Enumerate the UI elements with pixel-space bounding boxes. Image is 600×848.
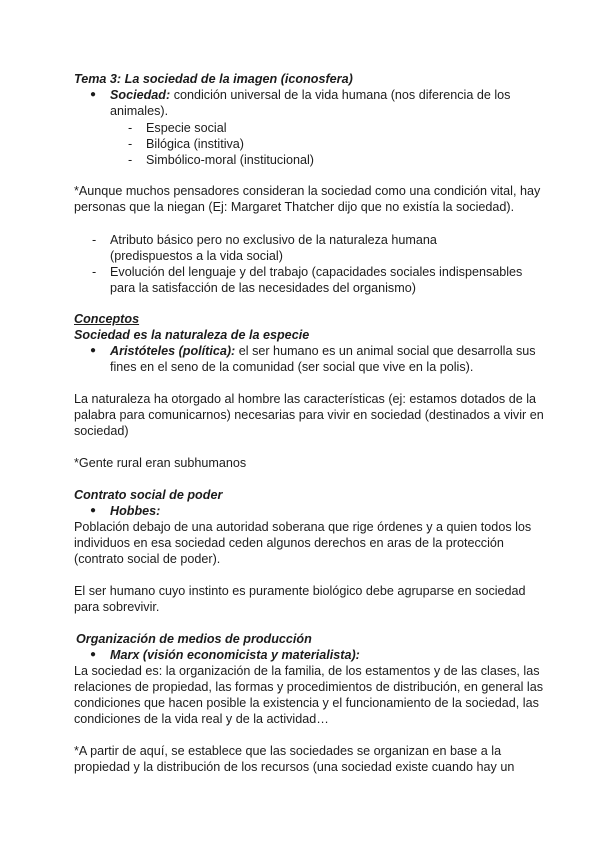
bullet-icon: ● <box>90 649 97 660</box>
naturaleza-line-1: La naturaleza ha otorgado al hombre las características (ej: estamos dotados de la <box>74 392 537 406</box>
sociedad-def-1: condición universal de la vida humana (nos diferencia de los <box>173 88 511 102</box>
aristoteles-line-1 <box>110 343 536 359</box>
aristoteles-text-1: el ser humano es un animal social que desarrolla sus <box>238 344 536 358</box>
note1-line-1: *Aunque muchos pensadores consideran la sociedad como una condición vital, hay <box>74 184 541 198</box>
aristoteles-term: Aristóteles (política): <box>110 344 236 358</box>
organizacion-p1-line-3: condiciones que hacen posible la existencia y el funcionamiento de la sociedad, las <box>74 696 539 710</box>
organizacion-p1-line-2: relaciones de propiedad, las formas y procedimientos de distribución, en general las <box>74 680 544 694</box>
bullet-icon: ● <box>90 505 97 516</box>
tema-title: Tema 3: La sociedad de la imagen (iconosfera) <box>74 72 353 86</box>
dash-icon: - <box>92 233 97 247</box>
organizacion-p2-line-1: *A partir de aquí, se establece que las sociedades se organizan en base a la <box>74 744 502 758</box>
organizacion-p1-line-1: La sociedad es: la organización de la familia, de los estamentos y de las clases, las <box>74 664 540 678</box>
contrato-p1-line-1: Población debajo de una autoridad soberana que rige órdenes y a quien todos los <box>74 520 532 534</box>
contrato-p2-line-2: para sobrevivir. <box>74 600 160 614</box>
dash-item-a2: (predispuestos a la vida social) <box>110 249 283 263</box>
aristoteles-line-2: fines en el seno de la comunidad (ser social que vive en la polis). <box>110 360 474 374</box>
subitem-biologica: Bilógica (institiva) <box>146 137 244 151</box>
contrato-p1-line-2: individuos en esa sociedad ceden algunos derechos en aras de la protección <box>74 536 504 550</box>
dash-icon: - <box>128 121 133 135</box>
sociedad-def-2: animales). <box>110 104 169 118</box>
organizacion-heading: Organización de medios de producción <box>76 632 312 646</box>
bullet-icon: ● <box>90 345 97 356</box>
bullet-icon: ● <box>90 89 97 100</box>
dash-icon: - <box>128 137 133 151</box>
contrato-p1-line-3: (contrato social de poder). <box>74 552 221 566</box>
conceptos-heading: Conceptos <box>74 312 140 326</box>
dash-icon: - <box>92 265 97 279</box>
contrato-p2-line-1: El ser humano cuyo instinto es puramente biológico debe agruparse en sociedad <box>74 584 526 598</box>
organizacion-p2-line-2: propiedad y la distribución de los recursos (una sociedad existe cuando hay un <box>74 760 515 774</box>
subitem-especie: Especie social <box>146 121 227 135</box>
naturaleza-line-3: sociedad) <box>74 424 129 438</box>
contrato-heading: Contrato social de poder <box>74 488 223 502</box>
dash-item-a1: Atributo básico pero no exclusivo de la naturaleza humana <box>110 233 437 247</box>
organizacion-p1-line-4: condiciones de la vida real y de la actividad… <box>74 712 329 726</box>
marx-term: Marx (visión economicista y materialista): <box>110 648 360 662</box>
dash-item-b1: Evolución del lenguaje y del trabajo (capacidades sociales indispensables <box>110 265 523 279</box>
sociedad-line-1 <box>110 87 510 103</box>
dash-item-b2: para la satisfacción de las necesidades del organismo) <box>110 281 416 295</box>
naturaleza-line-2: palabra para comunicarnos) necesarias para vivir en sociedad (destinados a vivir en <box>74 408 544 422</box>
conceptos-subheading: Sociedad es la naturaleza de la especie <box>74 328 310 342</box>
gente-note: *Gente rural eran subhumanos <box>74 456 247 470</box>
dash-icon: - <box>128 153 133 167</box>
sociedad-term: Sociedad: <box>110 88 171 102</box>
hobbes-term: Hobbes: <box>110 504 161 518</box>
note1-line-2: personas que la niegan (Ej: Margaret Thatcher dijo que no existía la sociedad). <box>74 200 515 214</box>
subitem-simbolico: Simbólico-moral (institucional) <box>146 153 314 167</box>
